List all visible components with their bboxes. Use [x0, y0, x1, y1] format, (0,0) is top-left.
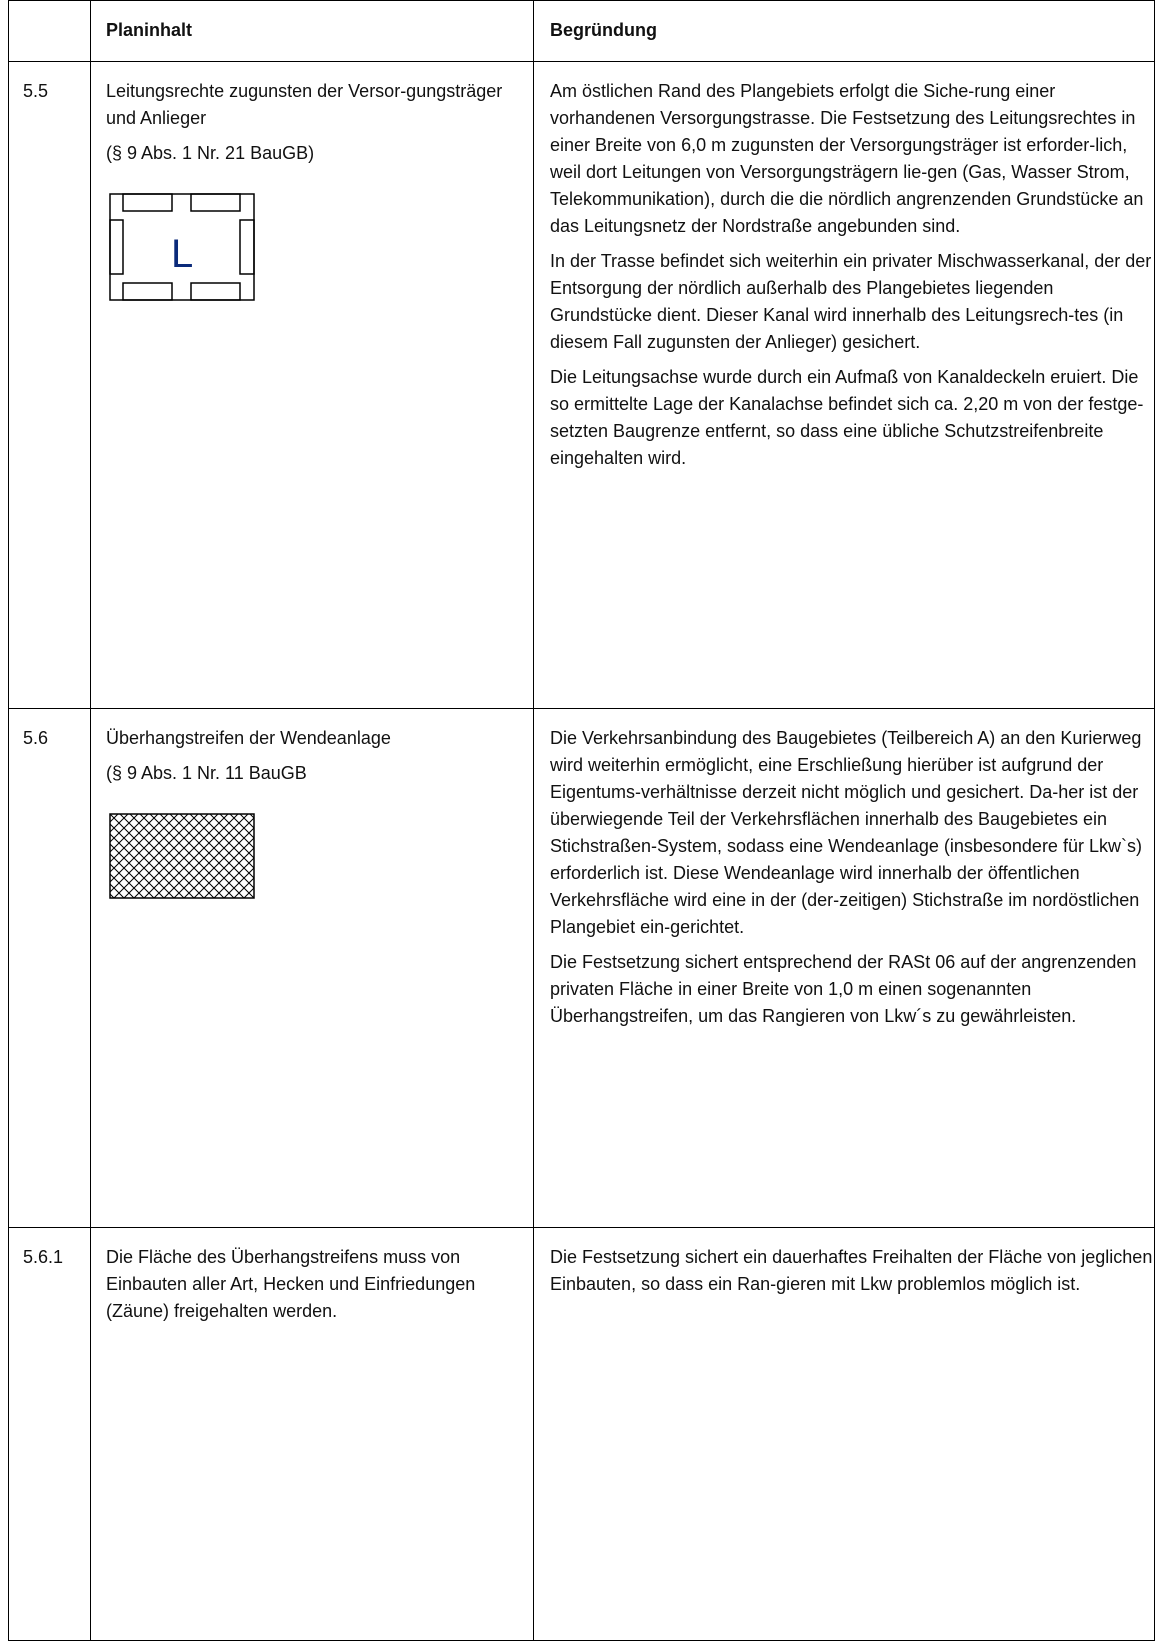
begruendung-cell	[534, 709, 1155, 1228]
planinhalt-text: Leitungsrechte zugunsten der Versor-gungsträger und Anlieger	[106, 81, 503, 128]
planinhalt-table	[8, 0, 1155, 1641]
table-row	[9, 62, 1155, 709]
header-begruendung: Begründung	[550, 20, 657, 40]
leitungsrecht-letter: L	[171, 232, 194, 276]
crosshatch-symbol-icon	[109, 813, 255, 899]
table-row	[9, 1228, 1155, 1641]
row-number-cell	[9, 709, 91, 1228]
row-number: 5.6.1	[23, 1247, 64, 1267]
planinhalt-cell	[91, 1228, 534, 1641]
planinhalt-text: Die Fläche des Überhangstreifens muss von Einbauten aller Art, Hecken und Einfriedungen (Zäune) freigehalten werden.	[106, 1247, 476, 1321]
planinhalt-cell	[91, 62, 534, 709]
leitungsrecht-symbol-icon	[109, 193, 255, 301]
begruendung-cell	[534, 62, 1155, 709]
begruendung-paragraph: Die Verkehrsanbindung des Baugebietes (Teilbereich A) an den Kurierweg wird weiterhin ermöglicht, eine Erschließung hierüber ist aufgrund der Eigentums-verhältnisse derzeit nicht möglich und gesichert. Da-her ist der überwiegende Teil der Verkehrsflächen innerhalb des Baugebietes ein Stichstraßen-System, sodass eine Wendeanlage (insbesondere für Lkw`s) erforderlich ist. Diese Wendeanlage wird innerhalb der öffentlichen Verkehrsfläche wird eine in der (der-zeitigen) Stichstraße im nordöstlichen Plangebiet ein-gerichtet.	[550, 728, 1142, 937]
row-number: 5.5	[23, 81, 49, 101]
begruendung-paragraph: Die Festsetzung sichert ein dauerhaftes Freihalten der Fläche von jeglichen Einbauten, so dass ein Ran-gieren mit Lkw problemlos möglich ist.	[550, 1247, 1153, 1294]
row-number-cell	[9, 62, 91, 709]
table-header-row	[9, 1, 1155, 62]
header-begruendung-cell	[534, 1, 1155, 62]
begruendung-paragraph: In der Trasse befindet sich weiterhin ein privater Mischwasserkanal, der der Entsorgung der nördlich außerhalb des Plangebietes liegenden Grundstücke dient. Dieser Kanal wird innerhalb des Leitungsrech-tes (in diesem Fall zugunsten der Anlieger) gesichert.	[550, 251, 1152, 352]
header-number-cell	[9, 1, 91, 62]
planinhalt-text: Überhangstreifen der Wendeanlage	[106, 728, 391, 748]
begruendung-paragraph: Die Festsetzung sichert entsprechend der RASt 06 auf der angrenzenden privaten Fläche in einer Breite von 1,0 m einen sogenannten Überhangstreifen, um das Rangieren von Lkw´s zu gewährleisten.	[550, 952, 1137, 1026]
row-number: 5.6	[23, 728, 49, 748]
row-number-cell	[9, 1228, 91, 1641]
begruendung-cell	[534, 1228, 1155, 1641]
planinhalt-cell	[91, 709, 534, 1228]
begruendung-paragraph: Die Leitungsachse wurde durch ein Aufmaß von Kanaldeckeln eruiert. Die so ermittelte Lage der Kanalachse befindet sich ca. 2,20 m von der festge-setzten Baugrenze entfernt, so dass eine übliche Schutzstreifenbreite eingehalten wird.	[550, 367, 1144, 468]
table-row	[9, 709, 1155, 1228]
planinhalt-legal-ref: (§ 9 Abs. 1 Nr. 11 BauGB	[106, 763, 307, 783]
begruendung-paragraph: Am östlichen Rand des Plangebiets erfolgt die Siche-rung einer vorhandenen Versorgungstrasse. Die Festsetzung des Leitungsrechtes in einer Breite von 6,0 m zugunsten der Versorgungsträger ist erforder-lich, weil dort Leitungen von Versorgungsträgern lie-gen (Gas, Wasser Strom, Telekommunikation), durch die die nördlich angrenzenden Grundstücke an das Leitungsnetz der Nordstraße angebunden sind.	[550, 81, 1144, 236]
header-planinhalt: Planinhalt	[106, 20, 193, 40]
header-planinhalt-cell	[91, 1, 534, 62]
planinhalt-legal-ref: (§ 9 Abs. 1 Nr. 21 BauGB)	[106, 143, 315, 163]
